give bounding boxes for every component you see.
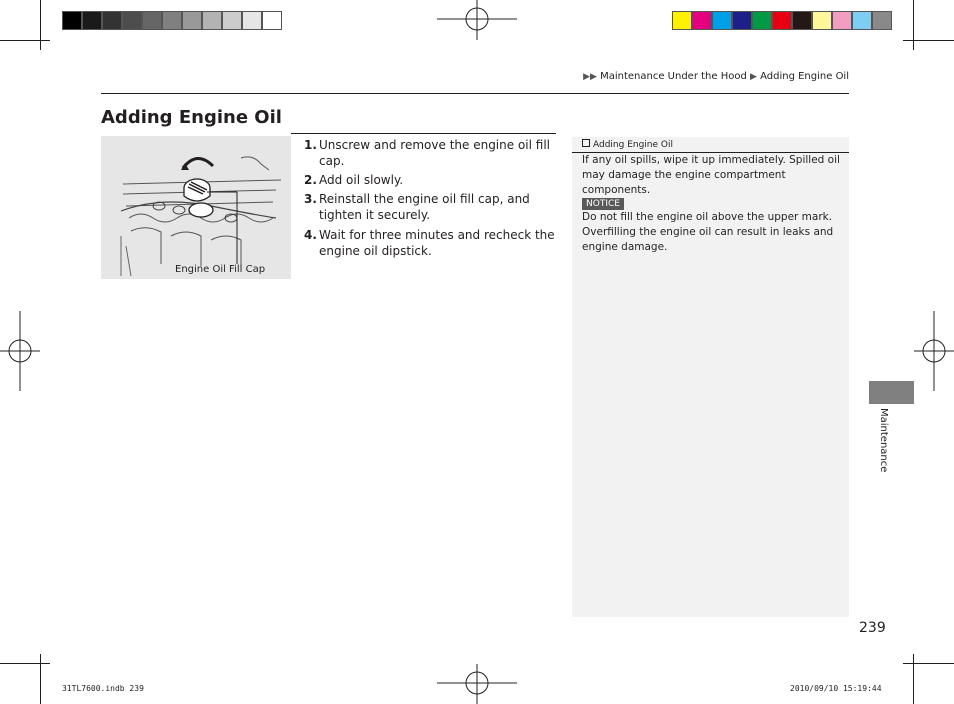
reference-box-icon	[582, 139, 590, 147]
registration-mark-left	[0, 311, 40, 391]
sidebar-note-panel	[572, 137, 849, 617]
color-swatch	[242, 11, 262, 30]
color-swatch	[122, 11, 142, 30]
notice-badge: NOTICE	[582, 198, 624, 210]
steps-rule	[291, 133, 556, 134]
registration-mark-bottom	[437, 664, 517, 704]
color-swatch	[772, 11, 792, 30]
registration-mark-right	[914, 311, 954, 391]
engine-oil-fill-cap-drawing	[101, 136, 291, 279]
color-swatch	[202, 11, 222, 30]
step-number: 4.	[304, 228, 317, 242]
color-swatch	[832, 11, 852, 30]
registration-mark-top	[437, 0, 517, 40]
color-swatch	[102, 11, 122, 30]
color-swatch	[752, 11, 772, 30]
instruction-steps	[304, 137, 556, 262]
step-number: 1.	[304, 138, 317, 152]
color-swatch	[262, 11, 282, 30]
page-title: Adding Engine Oil	[101, 107, 282, 128]
color-swatch	[872, 11, 892, 30]
engine-illustration	[101, 136, 291, 279]
color-swatch	[672, 11, 692, 30]
breadcrumb-arrow-icon: ▶	[750, 72, 757, 82]
sidebar-note-text: If any oil spills, wipe it up immediately. Spilled oil may damage the engine compartment components.	[582, 154, 840, 196]
color-swatch	[182, 11, 202, 30]
header-rule	[101, 93, 849, 94]
color-swatch	[62, 11, 82, 30]
color-swatch	[712, 11, 732, 30]
section-tab-label: Maintenance	[878, 408, 889, 473]
step-text: Wait for three minutes and recheck the engine oil dipstick.	[319, 228, 555, 258]
sidebar-note-title: Adding Engine Oil	[582, 139, 673, 150]
color-swatch	[812, 11, 832, 30]
breadcrumb	[0, 71, 849, 82]
color-swatch	[852, 11, 872, 30]
sidebar-note-header	[572, 137, 849, 153]
step-number: 3.	[304, 192, 317, 206]
step-number: 2.	[304, 173, 317, 187]
color-swatch	[162, 11, 182, 30]
step-item	[304, 191, 556, 223]
breadcrumb-page[interactable]: Adding Engine Oil	[760, 71, 849, 82]
color-swatch	[692, 11, 712, 30]
figure-caption: Engine Oil Fill Cap	[175, 264, 266, 275]
notice-text: Do not fill the engine oil above the upper mark. Overfilling the engine oil can result in leaks and engine damage.	[582, 211, 834, 253]
page-number: 239	[859, 620, 886, 636]
breadcrumb-section[interactable]: Maintenance Under the Hood	[600, 71, 747, 82]
step-item	[304, 137, 556, 169]
breadcrumb-arrow-icon: ▶▶	[583, 72, 597, 82]
color-swatch	[222, 11, 242, 30]
footer-timestamp: 2010/09/10 15:19:44	[790, 684, 882, 693]
step-item	[304, 227, 556, 259]
color-swatch	[82, 11, 102, 30]
step-text: Reinstall the engine oil fill cap, and tighten it securely.	[319, 192, 530, 222]
section-tab[interactable]	[869, 381, 914, 404]
color-swatch	[792, 11, 812, 30]
footer-file-info: 31TL7600.indb 239	[62, 684, 144, 693]
color-swatch	[732, 11, 752, 30]
step-text: Unscrew and remove the engine oil fill cap.	[319, 138, 550, 168]
step-text: Add oil slowly.	[319, 173, 404, 187]
color-swatch	[142, 11, 162, 30]
step-item	[304, 172, 556, 188]
